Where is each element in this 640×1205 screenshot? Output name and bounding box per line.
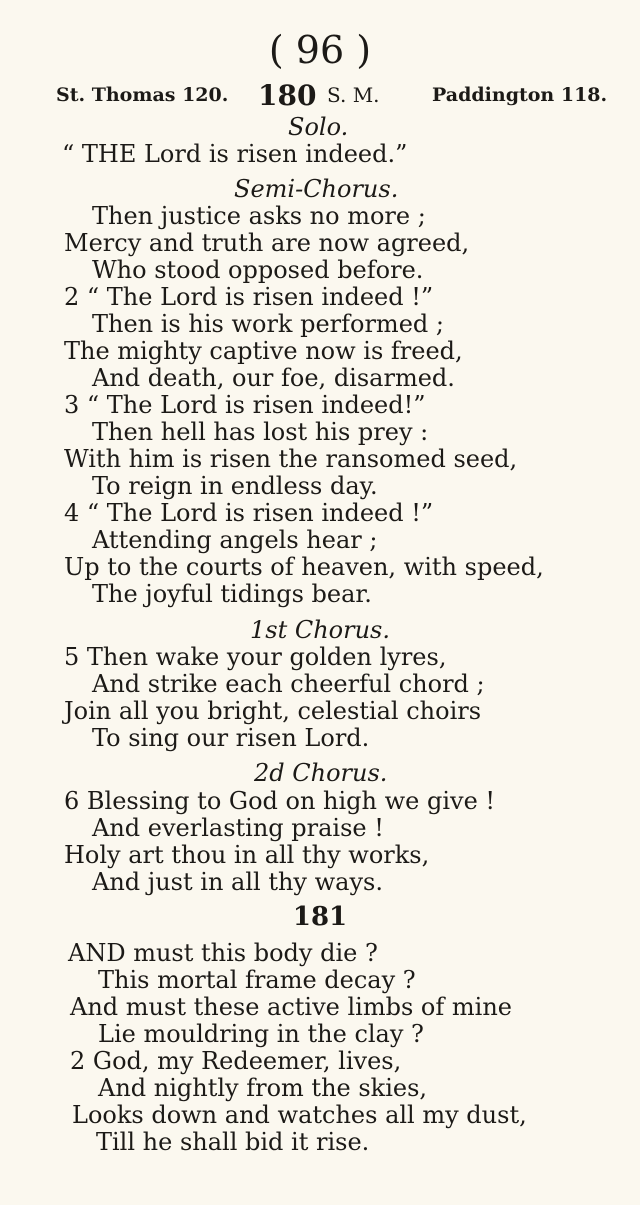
verse-line: To reign in endless day. [92, 472, 378, 500]
verse-line: Who stood opposed before. [92, 256, 424, 284]
section-heading: 2d Chorus. [254, 759, 388, 787]
verse-line: Mercy and truth are now agreed, [64, 229, 470, 257]
verse-line: 6 Blessing to God on high we give ! [64, 787, 496, 815]
page-number: ( 96 ) [268, 28, 372, 72]
verse-line: And death, our foe, disarmed. [92, 364, 455, 392]
verse-line: Lie mouldring in the clay ? [98, 1020, 424, 1048]
verse-line: Till he shall bid it rise. [96, 1128, 370, 1156]
verse-line: Looks down and watches all my dust, [72, 1101, 527, 1129]
verse-line: Then hell has lost his prey : [92, 418, 429, 446]
verse-line: 5 Then wake your golden lyres, [64, 643, 447, 671]
section-heading: Semi-Chorus. [234, 175, 399, 203]
section-heading: Solo. [288, 113, 349, 141]
verse-line: “ THE Lord is risen indeed.” [62, 140, 408, 168]
verse-line: And nightly from the skies, [98, 1074, 428, 1102]
verse-line: And must these active limbs of mine [70, 993, 512, 1021]
meter-label: S. M. [327, 83, 380, 107]
section-heading: 1st Chorus. [250, 616, 391, 644]
hymn-number: 180 [258, 79, 317, 112]
verse-line: The mighty captive now is freed, [64, 337, 463, 365]
verse-line: Join all you bright, celestial choirs [64, 697, 482, 725]
hymn-number-181: 181 [292, 902, 348, 932]
verse-line: This mortal frame decay ? [98, 966, 416, 994]
verse-line: 2 God, my Redeemer, lives, [70, 1047, 402, 1075]
verse-line: Then justice asks no more ; [92, 202, 426, 230]
verse-line: And strike each cheerful chord ; [92, 670, 485, 698]
verse-line: The joyful tidings bear. [92, 580, 372, 608]
verse-line: 4 “ The Lord is risen indeed !” [64, 499, 434, 527]
verse-line: 2 “ The Lord is risen indeed !” [64, 283, 434, 311]
verse-line: Then is his work performed ; [92, 310, 444, 338]
verse-line: To sing our risen Lord. [92, 724, 370, 752]
verse-line: And everlasting praise ! [92, 814, 384, 842]
verse-line: Holy art thou in all thy works, [64, 841, 430, 869]
verse-line: And just in all thy ways. [92, 868, 383, 896]
tune-name-right: Paddington 118. [432, 84, 608, 106]
verse-line: AND must this body die ? [68, 939, 378, 967]
tune-name-left: St. Thomas 120. [56, 84, 229, 106]
verse-line: 3 “ The Lord is risen indeed!” [64, 391, 426, 419]
verse-line: Attending angels hear ; [92, 526, 378, 554]
verse-line: Up to the courts of heaven, with speed, [64, 553, 544, 581]
verse-line: With him is risen the ransomed seed, [64, 445, 518, 473]
